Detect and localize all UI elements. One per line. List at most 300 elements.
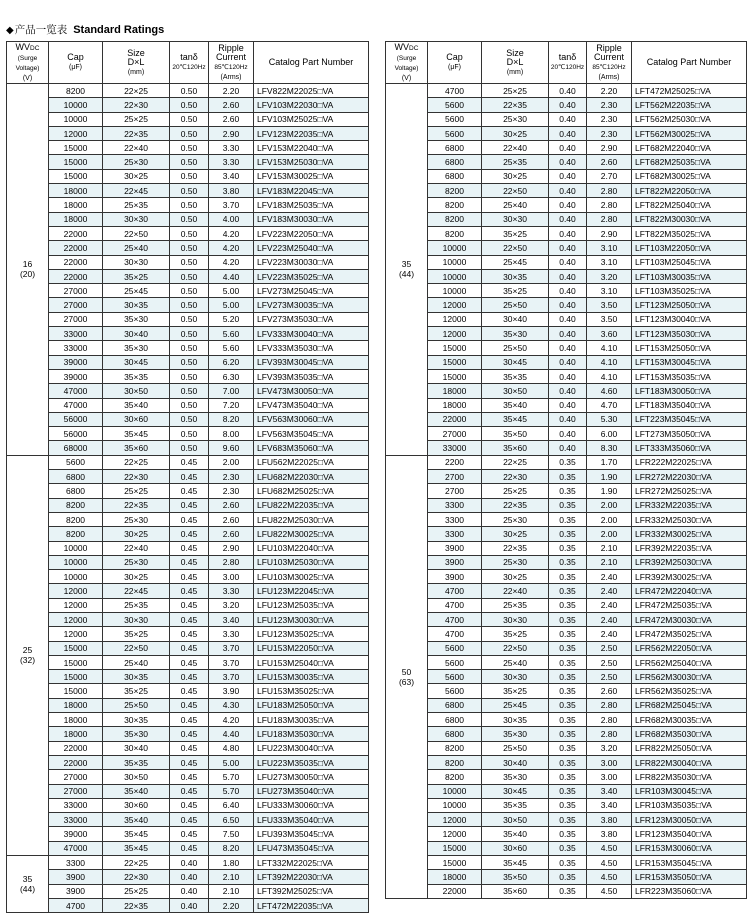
- part-number-cell: LFU562M22025□VA: [254, 455, 369, 469]
- cap-cell: 4700: [428, 598, 482, 612]
- table-row: [7, 598, 369, 612]
- cap-cell: 33000: [428, 441, 482, 455]
- table-row: [7, 255, 369, 269]
- size-cell: 25×30: [482, 555, 549, 569]
- cap-cell: 18000: [428, 384, 482, 398]
- table-row: [386, 784, 747, 798]
- ripple-cell: 2.10: [587, 541, 632, 555]
- tan-cell: 0.50: [170, 155, 209, 169]
- table-row: [7, 355, 369, 369]
- table-row: [7, 341, 369, 355]
- surge-voltage-value: (63): [398, 676, 415, 687]
- table-row: [7, 570, 369, 584]
- ripple-cell: 2.10: [587, 555, 632, 569]
- cap-cell: 15000: [49, 141, 103, 155]
- cap-cell: 27000: [49, 312, 103, 326]
- ripple-cell: 7.20: [209, 398, 254, 412]
- header-tan: tanδ 20℃120Hz: [549, 42, 587, 84]
- part-number-cell: LFT103M35025□VA: [632, 284, 747, 298]
- ripple-cell: 3.90: [209, 684, 254, 698]
- part-number-cell: LFV273M25045□VA: [254, 284, 369, 298]
- size-cell: 30×40: [482, 755, 549, 769]
- ripple-cell: 3.80: [587, 827, 632, 841]
- table-row: [7, 141, 369, 155]
- ripple-cell: 5.60: [209, 341, 254, 355]
- tan-cell: 0.45: [170, 527, 209, 541]
- table-row: [386, 755, 747, 769]
- tan-cell: 0.50: [170, 198, 209, 212]
- tan-cell: 0.45: [170, 784, 209, 798]
- tan-cell: 0.50: [170, 355, 209, 369]
- size-cell: 35×35: [482, 798, 549, 812]
- part-number-cell: LFR682M25045□VA: [632, 698, 747, 712]
- voltage-group-cell: [386, 84, 428, 456]
- part-number-cell: LFR822M30040□VA: [632, 755, 747, 769]
- header-ripple: Ripple Current 85℃120Hz (Arms): [587, 42, 632, 84]
- size-cell: 35×30: [103, 727, 170, 741]
- size-cell: 22×25: [103, 856, 170, 870]
- table-row: [7, 555, 369, 569]
- tan-cell: 0.45: [170, 741, 209, 755]
- table-row: [386, 198, 747, 212]
- ripple-cell: 4.20: [209, 255, 254, 269]
- cap-cell: 2700: [428, 470, 482, 484]
- tan-cell: 0.40: [549, 184, 587, 198]
- ripple-cell: 4.10: [587, 369, 632, 383]
- ripple-cell: 6.30: [209, 369, 254, 383]
- table-row: [386, 384, 747, 398]
- ratings-table-right: [385, 41, 747, 899]
- table-row: [7, 112, 369, 126]
- header-part: Catalog Part Number: [254, 42, 369, 84]
- table-row: [386, 713, 747, 727]
- table-row: [7, 655, 369, 669]
- cap-cell: 8200: [428, 226, 482, 240]
- ripple-cell: 8.00: [209, 427, 254, 441]
- cap-cell: 15000: [428, 856, 482, 870]
- table-row: [386, 527, 747, 541]
- part-number-cell: LFT332M22025□VA: [254, 856, 369, 870]
- part-number-cell: LFU473M35045□VA: [254, 841, 369, 855]
- size-cell: 35×45: [482, 856, 549, 870]
- size-cell: 25×50: [482, 298, 549, 312]
- cap-cell: 3900: [49, 884, 103, 898]
- size-cell: 35×25: [103, 269, 170, 283]
- part-number-cell: LFV333M35030□VA: [254, 341, 369, 355]
- cap-cell: 27000: [49, 284, 103, 298]
- cap-cell: 5600: [428, 641, 482, 655]
- ripple-cell: 4.70: [587, 398, 632, 412]
- title-english: Standard Ratings: [73, 24, 165, 36]
- size-cell: 35×50: [482, 427, 549, 441]
- table-row: [386, 155, 747, 169]
- tan-cell: 0.40: [549, 427, 587, 441]
- size-cell: 35×50: [482, 870, 549, 884]
- table-row: [386, 870, 747, 884]
- size-cell: 22×35: [103, 126, 170, 140]
- size-cell: 30×25: [482, 169, 549, 183]
- table-row: [7, 498, 369, 512]
- cap-cell: 10000: [428, 784, 482, 798]
- cap-cell: 56000: [49, 412, 103, 426]
- tan-cell: 0.40: [549, 212, 587, 226]
- ripple-cell: 2.20: [209, 84, 254, 98]
- cap-cell: 33000: [49, 798, 103, 812]
- cap-cell: 18000: [49, 698, 103, 712]
- cap-cell: 6800: [428, 698, 482, 712]
- table-row: [386, 212, 747, 226]
- size-cell: 30×60: [103, 798, 170, 812]
- part-number-cell: LFR392M22035□VA: [632, 541, 747, 555]
- part-number-cell: LFR562M30030□VA: [632, 670, 747, 684]
- table-row: [386, 141, 747, 155]
- header-tan: tanδ 20℃120Hz: [170, 42, 209, 84]
- table-row: [7, 627, 369, 641]
- size-cell: 35×30: [482, 770, 549, 784]
- ripple-cell: 3.50: [587, 312, 632, 326]
- tan-cell: 0.45: [170, 455, 209, 469]
- part-number-cell: LFU682M25025□VA: [254, 484, 369, 498]
- tan-cell: 0.35: [549, 512, 587, 526]
- cap-cell: 22000: [49, 741, 103, 755]
- part-number-cell: LFT123M30040□VA: [632, 312, 747, 326]
- tan-cell: 0.45: [170, 570, 209, 584]
- size-cell: 35×25: [482, 226, 549, 240]
- tan-cell: 0.35: [549, 713, 587, 727]
- voltage-value: 35: [401, 259, 412, 270]
- table-row: [7, 727, 369, 741]
- tan-cell: 0.35: [549, 741, 587, 755]
- tan-cell: 0.40: [170, 898, 209, 912]
- tan-cell: 0.50: [170, 269, 209, 283]
- part-number-cell: LFT562M30025□VA: [632, 126, 747, 140]
- cap-cell: 6800: [428, 727, 482, 741]
- tan-cell: 0.50: [170, 241, 209, 255]
- ripple-cell: 2.80: [209, 555, 254, 569]
- cap-cell: 10000: [428, 241, 482, 255]
- table-row: [7, 698, 369, 712]
- page-title: [6, 24, 164, 37]
- part-number-cell: LFU183M35030□VA: [254, 727, 369, 741]
- table-row: [7, 813, 369, 827]
- tan-cell: 0.40: [170, 856, 209, 870]
- part-number-cell: LFU103M30025□VA: [254, 570, 369, 584]
- cap-cell: 8200: [49, 84, 103, 98]
- part-number-cell: LFU333M35040□VA: [254, 813, 369, 827]
- part-number-cell: LFR682M35030□VA: [632, 727, 747, 741]
- part-number-cell: LFT183M35040□VA: [632, 398, 747, 412]
- size-cell: 22×30: [103, 98, 170, 112]
- table-row: [7, 226, 369, 240]
- ripple-cell: 4.50: [587, 856, 632, 870]
- part-number-cell: LFU153M22050□VA: [254, 641, 369, 655]
- tan-cell: 0.40: [549, 241, 587, 255]
- tan-cell: 0.50: [170, 427, 209, 441]
- cap-cell: 8200: [428, 184, 482, 198]
- cap-cell: 22000: [428, 412, 482, 426]
- size-cell: 30×25: [103, 527, 170, 541]
- part-number-cell: LFR472M22040□VA: [632, 584, 747, 598]
- size-cell: 25×40: [103, 655, 170, 669]
- table-row: [386, 856, 747, 870]
- part-number-cell: LFV223M35025□VA: [254, 269, 369, 283]
- size-cell: 22×30: [482, 470, 549, 484]
- part-number-cell: LFU123M22045□VA: [254, 584, 369, 598]
- header-part: Catalog Part Number: [632, 42, 747, 84]
- header-size: Size D×L (mm): [103, 42, 170, 84]
- part-number-cell: LFR153M35045□VA: [632, 856, 747, 870]
- table-row: [7, 527, 369, 541]
- part-number-cell: LFV153M30025□VA: [254, 169, 369, 183]
- cap-cell: 3900: [428, 555, 482, 569]
- ripple-cell: 3.00: [209, 570, 254, 584]
- tan-cell: 0.35: [549, 698, 587, 712]
- size-cell: 30×25: [482, 527, 549, 541]
- tan-cell: 0.40: [549, 398, 587, 412]
- cap-cell: 6800: [428, 713, 482, 727]
- tan-cell: 0.35: [549, 870, 587, 884]
- cap-cell: 6800: [428, 141, 482, 155]
- cap-cell: 2700: [428, 484, 482, 498]
- cap-cell: 12000: [49, 584, 103, 598]
- tan-cell: 0.45: [170, 541, 209, 555]
- part-number-cell: LFV273M30035□VA: [254, 298, 369, 312]
- size-cell: 25×40: [482, 198, 549, 212]
- size-cell: 22×40: [482, 584, 549, 598]
- part-number-cell: LFR472M25035□VA: [632, 598, 747, 612]
- ripple-cell: 2.10: [209, 870, 254, 884]
- size-cell: 35×25: [103, 627, 170, 641]
- table-row: [7, 212, 369, 226]
- size-cell: 22×50: [482, 184, 549, 198]
- cap-cell: 39000: [49, 369, 103, 383]
- part-number-cell: LFT392M22030□VA: [254, 870, 369, 884]
- cap-cell: 12000: [428, 327, 482, 341]
- part-number-cell: LFR682M30035□VA: [632, 713, 747, 727]
- part-number-cell: LFV473M30050□VA: [254, 384, 369, 398]
- ripple-cell: 5.00: [209, 755, 254, 769]
- voltage-value: 50: [401, 666, 412, 677]
- ripple-cell: 2.60: [209, 512, 254, 526]
- tan-cell: 0.45: [170, 470, 209, 484]
- size-cell: 35×35: [103, 755, 170, 769]
- part-number-cell: LFV563M35045□VA: [254, 427, 369, 441]
- table-row: [386, 727, 747, 741]
- cap-cell: 18000: [49, 713, 103, 727]
- size-cell: 35×60: [482, 441, 549, 455]
- part-number-cell: LFR222M22025□VA: [632, 455, 747, 469]
- ripple-cell: 4.20: [209, 713, 254, 727]
- tan-cell: 0.35: [549, 684, 587, 698]
- table-row: [7, 369, 369, 383]
- table-row: [386, 770, 747, 784]
- ripple-cell: 2.80: [587, 713, 632, 727]
- part-number-cell: LFU123M25035□VA: [254, 598, 369, 612]
- ripple-cell: 4.80: [209, 741, 254, 755]
- cap-cell: 18000: [49, 212, 103, 226]
- size-cell: 30×30: [103, 212, 170, 226]
- table-row: [7, 784, 369, 798]
- size-cell: 35×60: [103, 441, 170, 455]
- ripple-cell: 2.80: [587, 212, 632, 226]
- size-cell: 25×50: [103, 698, 170, 712]
- part-number-cell: LFU153M25040□VA: [254, 655, 369, 669]
- ripple-cell: 5.70: [209, 784, 254, 798]
- size-cell: 25×35: [103, 198, 170, 212]
- table-row: [7, 427, 369, 441]
- table-row: [7, 670, 369, 684]
- tan-cell: 0.40: [549, 169, 587, 183]
- part-number-cell: LFU273M30050□VA: [254, 770, 369, 784]
- size-cell: 30×40: [103, 327, 170, 341]
- size-cell: 35×30: [482, 327, 549, 341]
- size-cell: 35×35: [482, 369, 549, 383]
- table-row: [7, 327, 369, 341]
- ripple-cell: 6.50: [209, 813, 254, 827]
- part-number-cell: LFT822M22050□VA: [632, 184, 747, 198]
- size-cell: 35×40: [482, 827, 549, 841]
- table-row: [386, 84, 747, 98]
- cap-cell: 6800: [428, 155, 482, 169]
- size-cell: 30×30: [482, 212, 549, 226]
- table-row: [386, 226, 747, 240]
- ripple-cell: 2.30: [209, 484, 254, 498]
- cap-cell: 27000: [49, 298, 103, 312]
- ripple-cell: 4.40: [209, 727, 254, 741]
- tan-cell: 0.40: [549, 269, 587, 283]
- cap-cell: 18000: [49, 198, 103, 212]
- part-number-cell: LFT103M30035□VA: [632, 269, 747, 283]
- cap-cell: 5600: [428, 126, 482, 140]
- ripple-cell: 2.40: [587, 570, 632, 584]
- ripple-cell: 3.10: [587, 241, 632, 255]
- tan-cell: 0.40: [549, 141, 587, 155]
- table-row: [7, 241, 369, 255]
- part-number-cell: LFU223M35035□VA: [254, 755, 369, 769]
- part-number-cell: LFU273M35040□VA: [254, 784, 369, 798]
- cap-cell: 12000: [428, 298, 482, 312]
- tan-cell: 0.40: [549, 369, 587, 383]
- tan-cell: 0.50: [170, 98, 209, 112]
- table-row: [386, 484, 747, 498]
- ripple-cell: 9.60: [209, 441, 254, 455]
- part-number-cell: LFT183M30050□VA: [632, 384, 747, 398]
- size-cell: 30×45: [482, 784, 549, 798]
- size-cell: 30×35: [482, 713, 549, 727]
- tan-cell: 0.35: [549, 612, 587, 626]
- table-row: [7, 541, 369, 555]
- tan-cell: 0.40: [549, 226, 587, 240]
- cap-cell: 18000: [49, 727, 103, 741]
- table-row: [386, 427, 747, 441]
- cap-cell: 15000: [428, 841, 482, 855]
- size-cell: 22×40: [482, 141, 549, 155]
- ripple-cell: 3.10: [587, 255, 632, 269]
- tan-cell: 0.35: [549, 641, 587, 655]
- cap-cell: 3900: [428, 541, 482, 555]
- size-cell: 22×50: [482, 241, 549, 255]
- ripple-cell: 2.00: [587, 498, 632, 512]
- ripple-cell: 2.70: [587, 169, 632, 183]
- ripple-cell: 4.10: [587, 355, 632, 369]
- ripple-cell: 8.30: [587, 441, 632, 455]
- ripple-cell: 4.60: [587, 384, 632, 398]
- ripple-cell: 2.50: [587, 670, 632, 684]
- size-cell: 30×35: [103, 298, 170, 312]
- table-row: [386, 355, 747, 369]
- size-cell: 30×25: [103, 169, 170, 183]
- ripple-cell: 2.20: [209, 898, 254, 912]
- header-wv: WVDC (Surge Voltage) (V): [386, 42, 428, 84]
- ripple-cell: 3.70: [209, 655, 254, 669]
- tan-cell: 0.50: [170, 384, 209, 398]
- ripple-cell: 5.30: [587, 412, 632, 426]
- cap-cell: 12000: [49, 627, 103, 641]
- tan-cell: 0.35: [549, 498, 587, 512]
- cap-cell: 3300: [428, 527, 482, 541]
- size-cell: 35×30: [482, 727, 549, 741]
- tan-cell: 0.50: [170, 226, 209, 240]
- ripple-cell: 2.60: [587, 684, 632, 698]
- table-row: [7, 512, 369, 526]
- tan-cell: 0.40: [549, 126, 587, 140]
- size-cell: 30×30: [103, 612, 170, 626]
- tan-cell: 0.40: [549, 441, 587, 455]
- part-number-cell: LFT472M22035□VA: [254, 898, 369, 912]
- cap-cell: 15000: [428, 369, 482, 383]
- ripple-cell: 2.20: [587, 84, 632, 98]
- surge-voltage-value: (20): [19, 269, 36, 280]
- size-cell: 35×30: [103, 312, 170, 326]
- size-cell: 30×40: [482, 312, 549, 326]
- ripple-cell: 2.40: [587, 598, 632, 612]
- ripple-cell: 2.60: [209, 498, 254, 512]
- table-row: [386, 584, 747, 598]
- size-cell: 35×35: [103, 369, 170, 383]
- size-cell: 25×30: [482, 512, 549, 526]
- tan-cell: 0.35: [549, 455, 587, 469]
- tan-cell: 0.40: [549, 384, 587, 398]
- table-row: [386, 255, 747, 269]
- size-cell: 25×45: [482, 698, 549, 712]
- table-row: [7, 455, 369, 469]
- table-row: [386, 312, 747, 326]
- size-cell: 22×25: [103, 455, 170, 469]
- ripple-cell: 3.40: [587, 798, 632, 812]
- ripple-cell: 3.20: [587, 741, 632, 755]
- tan-cell: 0.45: [170, 512, 209, 526]
- part-number-cell: LFR103M35035□VA: [632, 798, 747, 812]
- tan-cell: 0.40: [549, 298, 587, 312]
- part-number-cell: LFV223M22050□VA: [254, 226, 369, 240]
- part-number-cell: LFR332M30025□VA: [632, 527, 747, 541]
- table-row: [7, 584, 369, 598]
- tan-cell: 0.45: [170, 827, 209, 841]
- size-cell: 25×35: [482, 598, 549, 612]
- cap-cell: 22000: [428, 884, 482, 898]
- table-row: [386, 298, 747, 312]
- size-cell: 30×35: [103, 670, 170, 684]
- ripple-cell: 3.00: [587, 755, 632, 769]
- table-row: [7, 184, 369, 198]
- cap-cell: 15000: [428, 341, 482, 355]
- part-number-cell: LFV563M30060□VA: [254, 412, 369, 426]
- size-cell: 22×50: [103, 226, 170, 240]
- size-cell: 25×30: [103, 555, 170, 569]
- part-number-cell: LFR153M30060□VA: [632, 841, 747, 855]
- ripple-cell: 2.60: [209, 98, 254, 112]
- size-cell: 25×40: [103, 241, 170, 255]
